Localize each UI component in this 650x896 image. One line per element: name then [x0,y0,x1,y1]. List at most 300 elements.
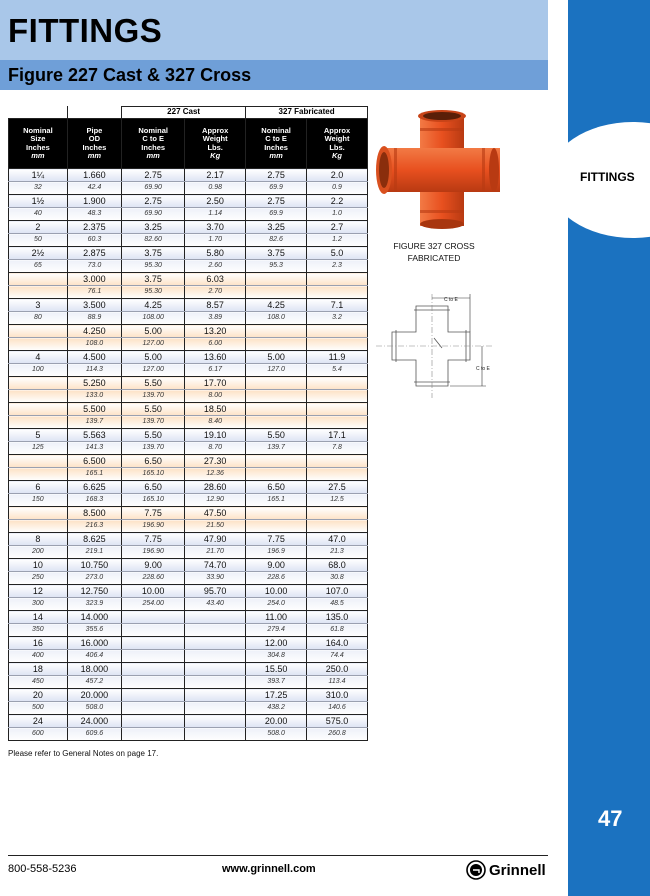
cell-pipe-od: 6.625 [67,481,121,494]
cell-cast-c-to-e: 6.50 [122,481,185,494]
cell-nominal-size: 5 [9,429,68,442]
cell-fab-c-to-e: 2.75 [246,169,307,182]
cell-pipe-od-metric: 141.3 [67,442,121,455]
cell-nominal-size-metric: 250 [9,572,68,585]
cell-fab-weight-metric: 12.5 [307,494,368,507]
cell-pipe-od: 1.900 [67,195,121,208]
cell-nominal-size: 18 [9,663,68,676]
table-row-metric [9,338,368,351]
cell-nominal-size-metric: 300 [9,598,68,611]
cell-pipe-od-metric: 609.6 [67,728,121,741]
cell-cast-weight [185,663,246,676]
cell-cast-weight-metric: 43.40 [185,598,246,611]
cell-fab-c-to-e: 2.75 [246,195,307,208]
cell-fab-weight: 135.0 [307,611,368,624]
cell-pipe-od-metric: 88.9 [67,312,121,325]
cell-cast-weight-metric [185,728,246,741]
cell-pipe-od: 5.250 [67,377,121,390]
cell-cast-weight-metric: 6.00 [185,338,246,351]
cell-fab-c-to-e: 17.25 [246,689,307,702]
cell-fab-weight-metric: 3.2 [307,312,368,325]
header-blank [9,107,68,119]
cell-cast-c-to-e [122,611,185,624]
table-row-metric [9,416,368,429]
cell-fab-c-to-e: 10.00 [246,585,307,598]
page-title: FITTINGS [8,12,163,49]
cell-nominal-size: 2½ [9,247,68,260]
cell-nominal-size: 4 [9,351,68,364]
cell-fab-c-to-e-metric: 139.7 [246,442,307,455]
table-row-metric [9,676,368,689]
column-header-nominal-size: Nominal Size Inches mm [9,119,68,169]
column-header-fab-weight: Approx Weight Lbs. Kg [307,119,368,169]
cell-cast-weight: 27.30 [185,455,246,468]
cell-cast-c-to-e [122,637,185,650]
table-row-metric [9,650,368,663]
cell-nominal-size: 3 [9,299,68,312]
cell-fab-c-to-e [246,377,307,390]
page-number: 47 [598,806,623,831]
cell-cast-weight: 19.10 [185,429,246,442]
cell-cast-weight: 47.50 [185,507,246,520]
cell-fab-weight [307,403,368,416]
cell-cast-weight: 74.70 [185,559,246,572]
column-header-row [9,119,368,169]
cell-pipe-od-metric: 406.4 [67,650,121,663]
table-row-metric [9,208,368,221]
cell-cast-weight-metric: 12.36 [185,468,246,481]
cell-fab-weight: 2.7 [307,221,368,234]
cell-nominal-size-metric [9,468,68,481]
cell-fab-weight: 2.2 [307,195,368,208]
cell-cast-c-to-e-metric: 228.60 [122,572,185,585]
cell-cast-c-to-e-metric [122,702,185,715]
cell-cast-weight-metric [185,650,246,663]
cell-cast-weight-metric: 2.60 [185,260,246,273]
cell-fab-weight-metric [307,468,368,481]
cell-nominal-size-metric: 80 [9,312,68,325]
cell-pipe-od: 2.375 [67,221,121,234]
cell-cast-c-to-e-metric [122,676,185,689]
cell-cast-c-to-e-metric: 139.70 [122,416,185,429]
cell-nominal-size [9,325,68,338]
cell-nominal-size-metric: 40 [9,208,68,221]
cell-cast-c-to-e-metric: 139.70 [122,442,185,455]
cell-pipe-od: 1.660 [67,169,121,182]
cell-fab-c-to-e-metric: 69.9 [246,208,307,221]
table-row [9,559,368,572]
table-row [9,325,368,338]
table-row-metric [9,364,368,377]
cell-nominal-size-metric [9,286,68,299]
table-row-metric [9,390,368,403]
cell-pipe-od-metric: 76.1 [67,286,121,299]
table-row [9,611,368,624]
cell-pipe-od-metric: 216.3 [67,520,121,533]
table-row-metric [9,286,368,299]
cell-fab-weight: 164.0 [307,637,368,650]
dimensions-table [8,106,368,741]
cell-cast-weight-metric: 33.90 [185,572,246,585]
cell-pipe-od-metric: 139.7 [67,416,121,429]
cell-pipe-od: 4.500 [67,351,121,364]
footer-website-link[interactable]: www.grinnell.com [222,863,316,875]
table-row-metric [9,728,368,741]
cell-cast-weight [185,715,246,728]
table-row [9,299,368,312]
cell-cast-c-to-e [122,663,185,676]
table-row-metric [9,702,368,715]
cell-cast-weight: 47.90 [185,533,246,546]
table-row-metric [9,572,368,585]
table-body [9,169,368,741]
cell-pipe-od-metric: 323.9 [67,598,121,611]
cell-nominal-size: 8 [9,533,68,546]
cell-cast-c-to-e-metric: 108.00 [122,312,185,325]
cell-fab-weight [307,377,368,390]
cell-cast-c-to-e [122,715,185,728]
table-row [9,429,368,442]
table-row [9,273,368,286]
cell-pipe-od-metric: 508.0 [67,702,121,715]
table-row-metric [9,520,368,533]
cell-cast-c-to-e: 3.75 [122,273,185,286]
cell-fab-weight-metric [307,520,368,533]
cell-cast-c-to-e: 7.75 [122,507,185,520]
column-header-cast-c-to-e: Nominal C to E Inches mm [122,119,185,169]
cell-cast-c-to-e-metric [122,728,185,741]
cell-cast-weight: 3.70 [185,221,246,234]
cell-cast-weight: 5.80 [185,247,246,260]
table-row [9,169,368,182]
cell-fab-c-to-e [246,507,307,520]
cell-pipe-od: 5.500 [67,403,121,416]
table-row-metric [9,468,368,481]
cell-nominal-size-metric: 32 [9,182,68,195]
cell-pipe-od-metric: 60.3 [67,234,121,247]
group-header-cast: 227 Cast [122,107,246,119]
cell-cast-weight-metric [185,702,246,715]
cell-nominal-size-metric: 200 [9,546,68,559]
cell-fab-weight: 5.0 [307,247,368,260]
column-header-cast-weight: Approx Weight Lbs. Kg [185,119,246,169]
cell-pipe-od: 16.000 [67,637,121,650]
cell-pipe-od: 8.625 [67,533,121,546]
table-row [9,663,368,676]
cell-fab-c-to-e-metric [246,416,307,429]
cell-pipe-od: 4.250 [67,325,121,338]
cell-cast-c-to-e: 9.00 [122,559,185,572]
table-row [9,351,368,364]
table-row [9,403,368,416]
cell-cast-c-to-e-metric: 127.00 [122,338,185,351]
cell-nominal-size: 1¼ [9,169,68,182]
cell-fab-c-to-e: 12.00 [246,637,307,650]
dim-label-top: C to E [444,297,458,303]
cell-nominal-size [9,377,68,390]
cell-nominal-size-metric [9,416,68,429]
cell-pipe-od: 14.000 [67,611,121,624]
cell-cast-weight: 6.03 [185,273,246,286]
cell-cast-c-to-e-metric: 196.90 [122,520,185,533]
cell-nominal-size-metric: 65 [9,260,68,273]
cell-cast-c-to-e: 5.00 [122,351,185,364]
cell-nominal-size-metric: 450 [9,676,68,689]
cell-cast-c-to-e: 6.50 [122,455,185,468]
cell-cast-c-to-e [122,689,185,702]
cell-cast-c-to-e: 3.25 [122,221,185,234]
cell-nominal-size: 6 [9,481,68,494]
cell-cast-weight: 2.50 [185,195,246,208]
cell-pipe-od: 12.750 [67,585,121,598]
cell-nominal-size: 16 [9,637,68,650]
cell-fab-c-to-e-metric: 393.7 [246,676,307,689]
cell-fab-c-to-e-metric: 69.9 [246,182,307,195]
cell-fab-weight-metric [307,338,368,351]
table-row-metric [9,312,368,325]
cell-fab-c-to-e: 4.25 [246,299,307,312]
cell-cast-c-to-e-metric [122,650,185,663]
cell-cast-weight: 17.70 [185,377,246,390]
cell-pipe-od: 3.500 [67,299,121,312]
cell-fab-weight: 575.0 [307,715,368,728]
cell-fab-weight [307,325,368,338]
cell-fab-weight [307,273,368,286]
cell-fab-c-to-e: 20.00 [246,715,307,728]
column-header-fab-c-to-e: Nominal C to E Inches mm [246,119,307,169]
cell-fab-weight-metric: 1.2 [307,234,368,247]
cell-nominal-size: 20 [9,689,68,702]
cell-fab-c-to-e-metric: 95.3 [246,260,307,273]
cell-nominal-size-metric: 350 [9,624,68,637]
table-row-metric [9,182,368,195]
table-row [9,689,368,702]
cell-fab-c-to-e [246,325,307,338]
cell-cast-weight [185,637,246,650]
cell-cast-c-to-e: 5.50 [122,377,185,390]
cell-nominal-size: 2 [9,221,68,234]
cell-fab-c-to-e: 5.50 [246,429,307,442]
cell-fab-weight-metric [307,416,368,429]
cell-fab-weight: 7.1 [307,299,368,312]
grinnell-logo-icon [466,860,486,880]
cell-cast-weight-metric [185,624,246,637]
cell-cast-weight: 2.17 [185,169,246,182]
cell-fab-c-to-e: 15.50 [246,663,307,676]
cell-fab-weight: 11.9 [307,351,368,364]
cell-fab-c-to-e-metric: 196.9 [246,546,307,559]
cell-cast-c-to-e: 5.50 [122,429,185,442]
cell-fab-c-to-e-metric: 108.0 [246,312,307,325]
cell-nominal-size-metric [9,520,68,533]
table-row [9,481,368,494]
cell-pipe-od: 2.875 [67,247,121,260]
cell-fab-weight: 17.1 [307,429,368,442]
cell-fab-c-to-e: 3.25 [246,221,307,234]
cell-fab-weight: 250.0 [307,663,368,676]
table-row-metric [9,598,368,611]
table-row-metric [9,442,368,455]
cell-fab-weight-metric: 74.4 [307,650,368,663]
cell-fab-c-to-e-metric: 228.6 [246,572,307,585]
cell-fab-weight-metric: 113.4 [307,676,368,689]
footer-rule [8,855,548,856]
cell-cast-c-to-e: 7.75 [122,533,185,546]
header-blank [67,107,121,119]
dim-label-side: C to E [476,366,490,372]
figure-caption: FIGURE 327 CROSS FABRICATED [393,241,475,263]
cell-cast-weight-metric: 8.70 [185,442,246,455]
cell-nominal-size: 24 [9,715,68,728]
cell-fab-c-to-e-metric: 254.0 [246,598,307,611]
cell-fab-weight-metric: 61.8 [307,624,368,637]
cell-pipe-od: 5.563 [67,429,121,442]
cell-fab-c-to-e [246,403,307,416]
cell-fab-weight [307,507,368,520]
cell-cast-c-to-e-metric: 139.70 [122,390,185,403]
cell-fab-weight-metric: 21.3 [307,546,368,559]
cell-pipe-od-metric: 168.3 [67,494,121,507]
cell-cast-c-to-e-metric: 95.30 [122,260,185,273]
cell-cast-weight-metric [185,676,246,689]
cell-cast-c-to-e-metric: 82.60 [122,234,185,247]
table-row [9,455,368,468]
cell-fab-weight: 27.5 [307,481,368,494]
cell-cast-c-to-e-metric: 165.10 [122,494,185,507]
cell-cast-c-to-e: 4.25 [122,299,185,312]
table-row [9,637,368,650]
cell-pipe-od: 20.000 [67,689,121,702]
cell-cast-weight-metric: 6.17 [185,364,246,377]
cell-fab-c-to-e-metric: 82.6 [246,234,307,247]
cell-fab-c-to-e-metric: 508.0 [246,728,307,741]
table-row [9,533,368,546]
general-notes-reference: Please refer to General Notes on page 17. [8,749,159,758]
cell-pipe-od-metric: 457.2 [67,676,121,689]
grinnell-logo-text: Grinnell [489,861,546,879]
cell-cast-c-to-e-metric: 196.90 [122,546,185,559]
table-row [9,585,368,598]
cell-pipe-od: 24.000 [67,715,121,728]
cell-fab-weight-metric: 0.9 [307,182,368,195]
table-row [9,377,368,390]
table-row [9,247,368,260]
cell-cast-weight-metric: 1.70 [185,234,246,247]
side-tab-label: FITTINGS [580,170,635,184]
cell-cast-c-to-e: 2.75 [122,195,185,208]
cell-fab-c-to-e-metric [246,468,307,481]
cell-cast-weight: 13.60 [185,351,246,364]
cell-cast-c-to-e: 2.75 [122,169,185,182]
cell-nominal-size [9,273,68,286]
cell-cast-c-to-e-metric: 95.30 [122,286,185,299]
cell-fab-weight-metric: 140.6 [307,702,368,715]
table-row-metric [9,234,368,247]
cell-fab-weight-metric [307,286,368,299]
cell-pipe-od-metric: 165.1 [67,468,121,481]
cell-cast-weight-metric: 21.70 [185,546,246,559]
cell-pipe-od-metric: 219.1 [67,546,121,559]
cell-pipe-od-metric: 133.0 [67,390,121,403]
cell-nominal-size [9,507,68,520]
cell-pipe-od: 6.500 [67,455,121,468]
cell-pipe-od-metric: 108.0 [67,338,121,351]
cell-fab-c-to-e-metric [246,390,307,403]
cell-cast-weight-metric: 8.40 [185,416,246,429]
cell-pipe-od-metric: 273.0 [67,572,121,585]
cell-cast-c-to-e: 3.75 [122,247,185,260]
cell-cast-c-to-e-metric: 127.00 [122,364,185,377]
cell-fab-c-to-e: 5.00 [246,351,307,364]
cell-fab-c-to-e-metric [246,286,307,299]
cell-fab-c-to-e [246,273,307,286]
cell-cast-weight-metric: 8.00 [185,390,246,403]
page-subtitle: Figure 227 Cast & 327 Cross [8,65,252,85]
cell-cast-weight [185,611,246,624]
cell-fab-c-to-e-metric: 279.4 [246,624,307,637]
cell-pipe-od: 8.500 [67,507,121,520]
cell-nominal-size-metric [9,338,68,351]
cell-fab-weight-metric: 2.3 [307,260,368,273]
cell-cast-weight: 28.60 [185,481,246,494]
cell-cast-c-to-e: 10.00 [122,585,185,598]
cell-fab-weight-metric [307,390,368,403]
cell-nominal-size [9,455,68,468]
cell-fab-weight-metric: 30.8 [307,572,368,585]
cell-fab-c-to-e [246,455,307,468]
table-row [9,221,368,234]
cell-nominal-size: 12 [9,585,68,598]
table-row [9,507,368,520]
cell-pipe-od-metric: 48.3 [67,208,121,221]
cell-nominal-size [9,403,68,416]
cell-fab-weight-metric: 1.0 [307,208,368,221]
cross-fitting-photo [370,106,500,234]
cell-nominal-size-metric: 100 [9,364,68,377]
cell-fab-weight-metric: 7.8 [307,442,368,455]
cell-cast-weight: 95.70 [185,585,246,598]
cell-fab-weight: 107.0 [307,585,368,598]
cell-cast-weight-metric: 12.90 [185,494,246,507]
cell-fab-c-to-e: 3.75 [246,247,307,260]
cell-cast-c-to-e-metric: 69.90 [122,208,185,221]
cell-fab-c-to-e: 6.50 [246,481,307,494]
cell-nominal-size-metric: 125 [9,442,68,455]
cell-fab-weight: 68.0 [307,559,368,572]
cell-cast-weight-metric: 2.70 [185,286,246,299]
table-row-metric [9,624,368,637]
cell-cast-c-to-e-metric [122,624,185,637]
cell-pipe-od-metric: 355.6 [67,624,121,637]
cell-cast-weight: 8.57 [185,299,246,312]
column-header-pipe-od: Pipe OD Inches mm [67,119,121,169]
cell-fab-c-to-e-metric: 165.1 [246,494,307,507]
cell-nominal-size: 14 [9,611,68,624]
cell-fab-c-to-e-metric: 304.8 [246,650,307,663]
footer-phone: 800-558-5236 [8,863,77,875]
table-row [9,195,368,208]
cell-fab-weight-metric: 260.8 [307,728,368,741]
table-row-metric [9,260,368,273]
cell-pipe-od: 3.000 [67,273,121,286]
cell-fab-c-to-e-metric [246,520,307,533]
cell-pipe-od-metric: 73.0 [67,260,121,273]
cell-fab-weight [307,455,368,468]
cell-fab-weight: 2.0 [307,169,368,182]
cell-pipe-od: 18.000 [67,663,121,676]
cell-cast-weight-metric: 0.98 [185,182,246,195]
cell-cast-c-to-e-metric: 69.90 [122,182,185,195]
